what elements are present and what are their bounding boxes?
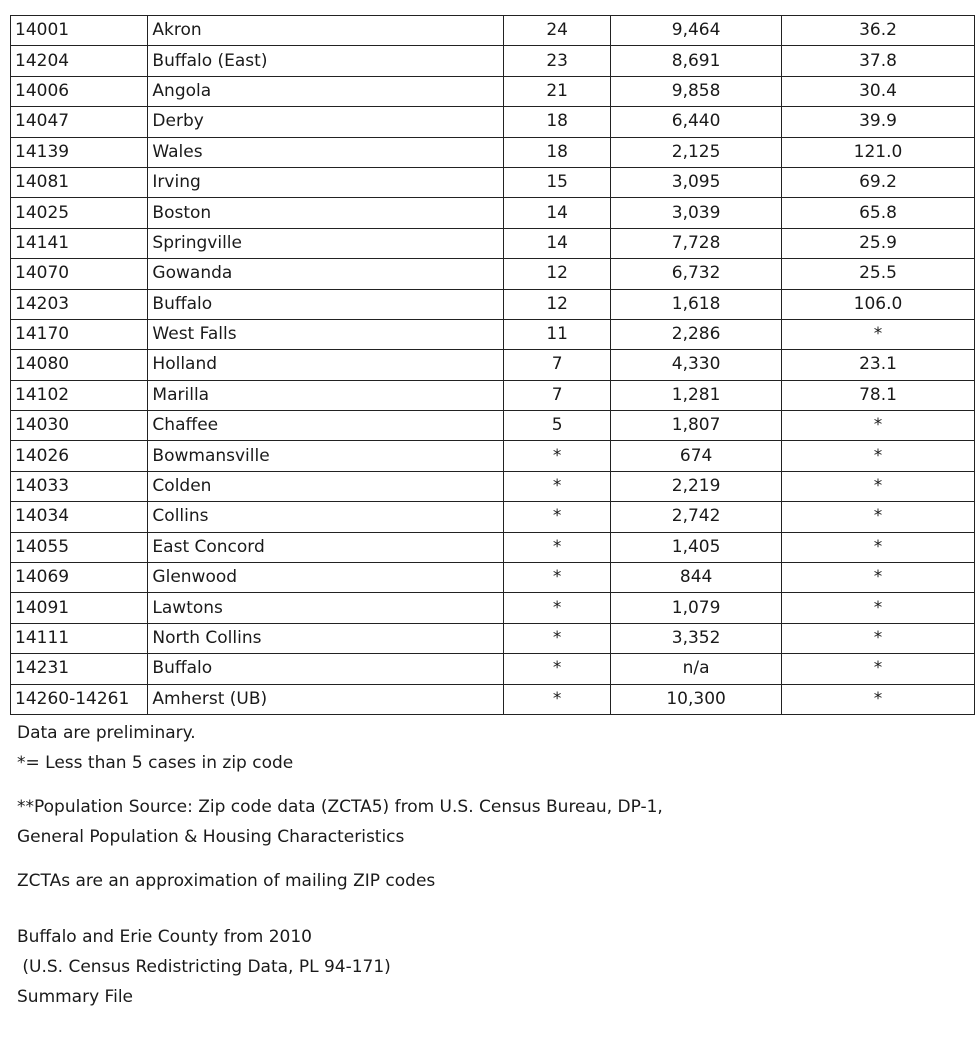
zip-code-cell: 14080 (11, 350, 148, 380)
location-name-cell: Lawtons (148, 593, 504, 623)
table-row (11, 289, 975, 319)
rate-cell: 37.8 (781, 46, 974, 76)
table-row (11, 684, 975, 714)
rate-cell: * (781, 319, 974, 349)
cases-cell: 18 (504, 137, 611, 167)
population-cell: 1,618 (611, 289, 782, 319)
location-name-cell: Wales (148, 137, 504, 167)
population-cell: 674 (611, 441, 782, 471)
location-name-cell: Holland (148, 350, 504, 380)
rate-cell: 25.9 (781, 228, 974, 258)
rate-cell: * (781, 684, 974, 714)
table-row (11, 319, 975, 349)
zip-code-cell: 14111 (11, 623, 148, 653)
table-row (11, 441, 975, 471)
table-row (11, 107, 975, 137)
zip-code-cell: 14170 (11, 319, 148, 349)
population-cell: 9,464 (611, 16, 782, 46)
zip-code-cell: 14204 (11, 46, 148, 76)
table-body (11, 16, 975, 715)
note-preliminary: Data are preliminary. (17, 723, 196, 743)
location-name-cell: Buffalo (148, 289, 504, 319)
table-row (11, 228, 975, 258)
table-row (11, 137, 975, 167)
cases-cell: * (504, 441, 611, 471)
cases-cell: * (504, 563, 611, 593)
zip-code-cell: 14070 (11, 259, 148, 289)
population-cell: 844 (611, 563, 782, 593)
rate-cell: * (781, 654, 974, 684)
location-name-cell: Akron (148, 16, 504, 46)
zip-code-cell: 14033 (11, 471, 148, 501)
population-cell: 2,742 (611, 502, 782, 532)
zip-code-cell: 14030 (11, 411, 148, 441)
cases-cell: 12 (504, 259, 611, 289)
population-cell: 1,079 (611, 593, 782, 623)
location-name-cell: Springville (148, 228, 504, 258)
location-name-cell: Gowanda (148, 259, 504, 289)
zip-code-cell: 14055 (11, 532, 148, 562)
population-cell: 3,352 (611, 623, 782, 653)
location-name-cell: Colden (148, 471, 504, 501)
table-row (11, 411, 975, 441)
cases-cell: * (504, 532, 611, 562)
location-name-cell: Angola (148, 76, 504, 106)
rate-cell: * (781, 471, 974, 501)
table-row (11, 380, 975, 410)
rate-cell: 36.2 (781, 16, 974, 46)
rate-cell: * (781, 623, 974, 653)
population-cell: 1,281 (611, 380, 782, 410)
population-cell: 2,125 (611, 137, 782, 167)
table-row (11, 46, 975, 76)
zip-code-cell: 14139 (11, 137, 148, 167)
table-row (11, 654, 975, 684)
population-cell: 3,095 (611, 167, 782, 197)
data-sheet (10, 15, 975, 715)
cases-cell: * (504, 623, 611, 653)
table-row (11, 350, 975, 380)
zip-code-cell: 14069 (11, 563, 148, 593)
cases-cell: * (504, 593, 611, 623)
zip-code-cell: 14081 (11, 167, 148, 197)
footnotes (17, 718, 957, 1012)
zip-code-cell: 14026 (11, 441, 148, 471)
population-cell: 6,440 (611, 107, 782, 137)
note-population-source-line2: General Population & Housing Characteristics (17, 827, 405, 847)
location-name-cell: Irving (148, 167, 504, 197)
rate-cell: 23.1 (781, 350, 974, 380)
population-cell: 9,858 (611, 76, 782, 106)
table-row (11, 76, 975, 106)
cases-cell: 23 (504, 46, 611, 76)
cases-cell: 12 (504, 289, 611, 319)
table-row (11, 167, 975, 197)
rate-cell: 39.9 (781, 107, 974, 137)
population-cell: 1,807 (611, 411, 782, 441)
table-row (11, 16, 975, 46)
rate-cell: 106.0 (781, 289, 974, 319)
zip-code-cell: 14102 (11, 380, 148, 410)
rate-cell: 30.4 (781, 76, 974, 106)
zip-code-cell: 14047 (11, 107, 148, 137)
population-cell: 4,330 (611, 350, 782, 380)
note-census-line1: Buffalo and Erie County from 2010 (17, 927, 312, 947)
rate-cell: * (781, 411, 974, 441)
table-row (11, 502, 975, 532)
location-name-cell: Amherst (UB) (148, 684, 504, 714)
rate-cell: 65.8 (781, 198, 974, 228)
cases-cell: 5 (504, 411, 611, 441)
table-row (11, 471, 975, 501)
table-row (11, 532, 975, 562)
rate-cell: 69.2 (781, 167, 974, 197)
population-cell: 6,732 (611, 259, 782, 289)
population-cell: 2,286 (611, 319, 782, 349)
cases-cell: 24 (504, 16, 611, 46)
cases-cell: * (504, 471, 611, 501)
table-row (11, 593, 975, 623)
cases-cell: 18 (504, 107, 611, 137)
note-population-source-line1: **Population Source: Zip code data (ZCTA5) from U.S. Census Bureau, DP-1, (17, 797, 663, 817)
location-name-cell: Derby (148, 107, 504, 137)
cases-cell: 11 (504, 319, 611, 349)
population-cell: 8,691 (611, 46, 782, 76)
cases-cell: * (504, 684, 611, 714)
population-cell: 3,039 (611, 198, 782, 228)
population-cell: n/a (611, 654, 782, 684)
location-name-cell: Boston (148, 198, 504, 228)
zip-code-cell: 14141 (11, 228, 148, 258)
cases-cell: 7 (504, 350, 611, 380)
cases-cell: 7 (504, 380, 611, 410)
zip-code-cell: 14091 (11, 593, 148, 623)
rate-cell: * (781, 563, 974, 593)
rate-cell: * (781, 502, 974, 532)
location-name-cell: Chaffee (148, 411, 504, 441)
zip-code-cell: 14025 (11, 198, 148, 228)
location-name-cell: North Collins (148, 623, 504, 653)
location-name-cell: East Concord (148, 532, 504, 562)
zip-code-cell: 14034 (11, 502, 148, 532)
cases-cell: * (504, 654, 611, 684)
location-name-cell: West Falls (148, 319, 504, 349)
cases-cell: 21 (504, 76, 611, 106)
population-cell: 7,728 (611, 228, 782, 258)
location-name-cell: Marilla (148, 380, 504, 410)
location-name-cell: Buffalo (148, 654, 504, 684)
rate-cell: 121.0 (781, 137, 974, 167)
cases-cell: 14 (504, 228, 611, 258)
rate-cell: * (781, 532, 974, 562)
note-census-line2: (U.S. Census Redistricting Data, PL 94-171) (17, 957, 391, 977)
rate-cell: 78.1 (781, 380, 974, 410)
zip-code-table (10, 15, 975, 715)
population-cell: 10,300 (611, 684, 782, 714)
rate-cell: * (781, 441, 974, 471)
rate-cell: * (781, 593, 974, 623)
cases-cell: 14 (504, 198, 611, 228)
note-zcta: ZCTAs are an approximation of mailing ZIP codes (17, 871, 436, 891)
table-row (11, 259, 975, 289)
note-census-line3: Summary File (17, 987, 134, 1007)
zip-code-cell: 14203 (11, 289, 148, 319)
location-name-cell: Bowmansville (148, 441, 504, 471)
table-row (11, 623, 975, 653)
population-cell: 2,219 (611, 471, 782, 501)
zip-code-cell: 14001 (11, 16, 148, 46)
location-name-cell: Glenwood (148, 563, 504, 593)
location-name-cell: Buffalo (East) (148, 46, 504, 76)
zip-code-cell: 14006 (11, 76, 148, 106)
note-asterisk: *= Less than 5 cases in zip code (17, 753, 294, 773)
location-name-cell: Collins (148, 502, 504, 532)
table-row (11, 198, 975, 228)
zip-code-cell: 14231 (11, 654, 148, 684)
rate-cell: 25.5 (781, 259, 974, 289)
cases-cell: 15 (504, 167, 611, 197)
cases-cell: * (504, 502, 611, 532)
population-cell: 1,405 (611, 532, 782, 562)
table-row (11, 563, 975, 593)
zip-code-cell: 14260-14261 (11, 684, 148, 714)
